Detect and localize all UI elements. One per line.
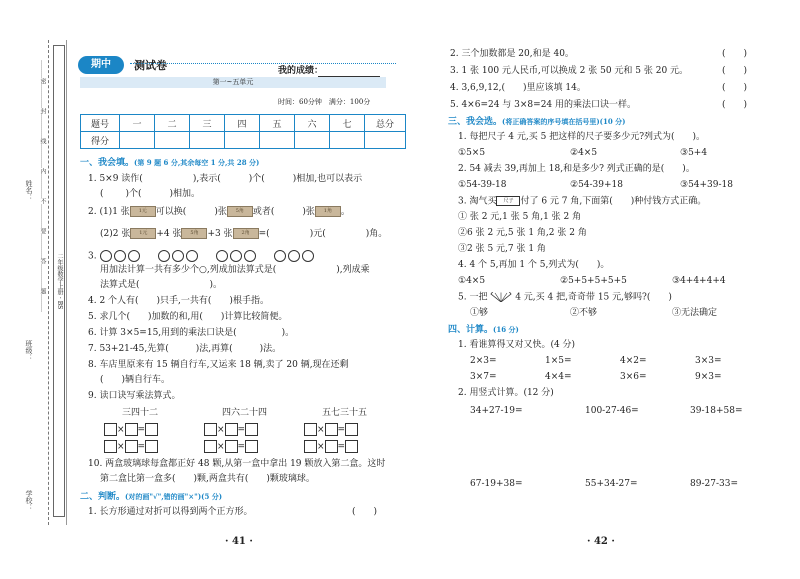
- q2-1-e: )张: [302, 207, 315, 217]
- q7-text: 7. 53+21-45,先算( )法,再算( )法。: [88, 344, 282, 354]
- choice-option[interactable]: ②不够: [570, 308, 598, 318]
- q1-text-f: )个(: [125, 189, 142, 199]
- score-input[interactable]: [120, 132, 155, 149]
- oral-problem[interactable]: 9×3=: [695, 372, 722, 382]
- oral-problem[interactable]: 2×3=: [470, 356, 497, 366]
- score-input[interactable]: [190, 132, 225, 149]
- circle-icon: [172, 250, 184, 262]
- fan-icon: [490, 292, 512, 302]
- left-page-number: · 41 ·: [225, 536, 253, 547]
- judge-q1: 1. 长方形通过对折可以得到两个正方形。: [88, 507, 253, 517]
- choice-q3-a: 3. 淘气买: [458, 196, 497, 207]
- unit-range: 第一~五单元: [80, 77, 386, 88]
- answer-box[interactable]: [345, 423, 358, 436]
- q2-2-a: (2)2 张: [100, 229, 131, 239]
- section2-heading: [80, 491, 222, 503]
- section1-heading: [80, 157, 259, 169]
- answer-box[interactable]: [145, 423, 158, 436]
- circle-icon: [128, 250, 140, 262]
- q6-text: 6. 计算 3×5=15,用到的乘法口诀是( )。: [88, 328, 295, 338]
- q9-equation: × =: [304, 440, 358, 453]
- q9-equation: × =: [204, 423, 258, 436]
- score-input[interactable]: [225, 132, 260, 149]
- q2-2-d: =(: [258, 229, 270, 239]
- score-cell: 五: [260, 115, 295, 132]
- choice-option[interactable]: ②4×5: [570, 148, 598, 158]
- q3-text-e: )。: [209, 280, 223, 290]
- answer-box[interactable]: [104, 440, 117, 453]
- calc-q2: 2. 用竖式计算。(12 分): [458, 388, 554, 398]
- q1-text-b: ),表示(: [192, 174, 221, 184]
- section2-title: 二、判断。: [80, 492, 126, 502]
- q2-1-a: 2. (1)1 张: [88, 207, 130, 217]
- score-cell: 六: [295, 115, 330, 132]
- choice-q4: 4. 4 个 5,再加 1 个 5,列式为( )。: [458, 260, 610, 270]
- q8-line1: 8. 车店里原来有 15 辆自行车,又运来 18 辆,卖了 20 辆,现在还剩: [88, 360, 349, 370]
- choice-q2: 2. 54 减去 39,再加上 18,和是多少? 列式正确的是( )。: [458, 164, 695, 174]
- q1-text-e: (: [100, 189, 104, 199]
- answer-box[interactable]: [104, 423, 117, 436]
- q2-2-c: +3 张: [207, 229, 233, 239]
- q2-1-d: 或者(: [252, 207, 275, 217]
- answer-box[interactable]: [145, 440, 158, 453]
- answer-box[interactable]: [225, 423, 238, 436]
- judge-q4-paren[interactable]: ( ): [722, 83, 748, 93]
- judge-q4: 4. 3,6,9,12,( )里应该填 14。: [450, 83, 586, 93]
- score-cell: 二: [155, 115, 190, 132]
- answer-box[interactable]: [125, 423, 138, 436]
- circle-icon: [100, 250, 112, 262]
- score-input[interactable]: [365, 132, 406, 149]
- written-problem[interactable]: 39-18+58=: [690, 406, 743, 416]
- judge-q2-paren[interactable]: ( ): [722, 49, 748, 59]
- circle-group: [157, 252, 199, 262]
- q3-line3: [100, 280, 222, 291]
- q9-rhyme: 四六二十四: [222, 408, 268, 418]
- q3-line1: [88, 250, 315, 263]
- section1-title: 一、我会填。: [80, 158, 135, 168]
- section4-heading: [448, 324, 519, 336]
- circle-icon: [216, 250, 228, 262]
- circle-group: [215, 252, 257, 262]
- judge-q3: 3. 1 张 100 元人民币,可以换成 2 张 50 元和 5 张 20 元。: [450, 66, 689, 76]
- banknote-icon: 1元: [130, 206, 156, 217]
- series-label: 二年级数学上册 · BS: [53, 45, 65, 517]
- banknote-icon: 5角: [181, 228, 207, 239]
- q1-line2: [100, 189, 200, 200]
- choice-q5: [458, 292, 672, 304]
- choice-option[interactable]: ②6 张 2 元,5 张 1 角,2 张 2 角: [458, 228, 587, 238]
- answer-box[interactable]: [245, 423, 258, 436]
- score-cell: 得分: [81, 132, 120, 149]
- time-info: 时间：60分钟 满分：100分: [278, 98, 371, 106]
- choice-option[interactable]: ③4+4+4+4: [672, 276, 726, 286]
- score-label: 我的成绩：: [278, 66, 324, 76]
- written-problem[interactable]: 100-27-46=: [585, 406, 639, 416]
- judge-q2: 2. 三个加数都是 20,和是 40。: [450, 49, 574, 59]
- judge-q5-paren[interactable]: ( ): [722, 100, 748, 110]
- q9-equation: × =: [104, 440, 158, 453]
- oral-problem[interactable]: 4×4=: [545, 372, 572, 382]
- score-header-row: [81, 115, 406, 132]
- choice-q1: 1. 每把尺子 4 元,买 5 把这样的尺子要多少元?列式为( )。: [458, 132, 706, 142]
- choice-option[interactable]: ① 张 2 元,1 张 5 角,1 张 2 角: [458, 212, 582, 222]
- answer-box[interactable]: [304, 423, 317, 436]
- q4-text: 4. 2 个人有( )只手,一共有( )根手指。: [88, 296, 269, 306]
- q9-rhyme: 五七三十五: [322, 408, 368, 418]
- choice-option[interactable]: ①5×5: [458, 148, 486, 158]
- score-cell: 四: [225, 115, 260, 132]
- answer-box[interactable]: [204, 440, 217, 453]
- q2-2-e: )元(: [309, 229, 326, 239]
- circle-icon: [244, 250, 256, 262]
- banknote-icon: 2角: [233, 228, 259, 239]
- q2-line2: [100, 228, 387, 240]
- oral-problem[interactable]: 3×3=: [695, 356, 722, 366]
- written-problem[interactable]: 55+34-27=: [585, 479, 638, 489]
- q2-line1: [88, 206, 350, 218]
- circle-icon: [114, 250, 126, 262]
- q9-text: 9. 读口诀写乘法算式。: [88, 391, 181, 401]
- margin-divider: [66, 40, 67, 525]
- q1-text-a: 1. 5×9 读作(: [88, 174, 143, 184]
- section4-title: 四、计算。: [448, 325, 494, 335]
- cut-line: [48, 40, 49, 525]
- choice-q3: [458, 196, 706, 208]
- answer-box[interactable]: [325, 440, 338, 453]
- choice-q3-b: 付了 6 元 7 角,下面第( )种付钱方式正确。: [520, 196, 707, 207]
- q2-2-f: )角。: [365, 229, 388, 239]
- section1-note: (第 9 题 6 分,其余每空 1 分,共 28 分): [134, 158, 260, 167]
- school-label: 学校：: [25, 490, 33, 511]
- banknote-icon: 1角: [315, 206, 341, 217]
- written-problem[interactable]: 34+27-19=: [470, 406, 523, 416]
- banknote-icon: 5角: [227, 206, 253, 217]
- score-cell: 三: [190, 115, 225, 132]
- score-cell: 题号: [81, 115, 120, 132]
- name-label: 姓名：: [25, 180, 33, 201]
- answer-box[interactable]: [204, 423, 217, 436]
- written-problem[interactable]: 89-27-33=: [690, 479, 738, 489]
- score-cell: 七: [330, 115, 365, 132]
- section3-heading: [448, 116, 625, 128]
- oral-problem[interactable]: 3×6=: [620, 372, 647, 382]
- score-cell: 一: [120, 115, 155, 132]
- title-stripe: [130, 63, 396, 67]
- circle-group: [99, 252, 141, 262]
- answer-box[interactable]: [125, 440, 138, 453]
- score-input[interactable]: [330, 132, 365, 149]
- score-input[interactable]: [260, 132, 295, 149]
- calc-q1: 1. 看谁算得又对又快。(4 分): [458, 340, 576, 350]
- section4-note: (16 分): [493, 325, 519, 334]
- right-page-number: · 42 ·: [587, 536, 615, 547]
- score-table: [80, 114, 406, 149]
- q1-text-c: )个(: [248, 174, 265, 184]
- q8-line2: ( )辆自行车。: [100, 375, 171, 385]
- choice-q5-b: 4 元,买 4 把,奇奇带 15 元,够吗?( ): [515, 292, 672, 303]
- q5-text: 5. 求几个( )加数的和,用( )计算比较简便。: [88, 312, 288, 322]
- q9-equation: × =: [104, 423, 158, 436]
- circle-icon: [302, 250, 314, 262]
- midterm-badge: 期中: [78, 56, 124, 74]
- oral-problem[interactable]: 1×5=: [545, 356, 572, 366]
- answer-box[interactable]: [304, 440, 317, 453]
- circle-icon: [186, 250, 198, 262]
- circle-icon: [158, 250, 170, 262]
- circle-icon: [274, 250, 286, 262]
- score-input[interactable]: [295, 132, 330, 149]
- q10-line1: 10. 两盒玻璃球每盒都正好 48 颗,从第一盒中拿出 19 颗放入第二盒。这时: [88, 459, 386, 469]
- score-input[interactable]: [155, 132, 190, 149]
- q1-text-d: )相加,也可以表示: [292, 174, 363, 184]
- q3-text-d: 法算式是(: [100, 280, 140, 290]
- page-title: 测试卷: [134, 59, 167, 72]
- banknote-icon: 1元: [130, 228, 156, 239]
- circle-group: [273, 252, 315, 262]
- choice-option[interactable]: ②5+5+5+5+5: [560, 276, 627, 286]
- section3-title: 三、我会选。: [448, 117, 503, 127]
- judge-q3-paren[interactable]: ( ): [722, 66, 748, 76]
- q2-1-f: 。: [340, 207, 350, 217]
- answer-box[interactable]: [345, 440, 358, 453]
- q1-line1: [88, 174, 362, 185]
- judge-q5: 5. 4×6=24 与 3×8=24 用的乘法口诀一样。: [450, 100, 637, 110]
- q10-line2: 第二盒比第一盒多( )颗,两盒共有( )颗玻璃球。: [100, 474, 315, 484]
- q2-2-b: +4 张: [156, 229, 182, 239]
- q1-text-g: )相加。: [169, 189, 201, 199]
- q3-num: 3.: [88, 251, 97, 262]
- answer-box[interactable]: [245, 440, 258, 453]
- cut-line-text: ………密…………封…………线…………内…………不…………要…………答…………题………: [39, 60, 46, 312]
- circle-icon: [230, 250, 242, 262]
- choice-option[interactable]: ③54+39-18: [680, 180, 734, 190]
- q3-line2: [100, 265, 370, 276]
- q2-1-c: )张: [214, 207, 227, 217]
- answer-box[interactable]: [325, 423, 338, 436]
- oral-problem[interactable]: 3×7=: [470, 372, 497, 382]
- answer-box[interactable]: [225, 440, 238, 453]
- choice-option[interactable]: ①够: [470, 308, 489, 318]
- written-problem[interactable]: 67-19+38=: [470, 479, 523, 489]
- choice-option[interactable]: ①4×5: [458, 276, 486, 286]
- choice-q5-a: 5. 一把: [458, 292, 488, 303]
- score-cell: 总分: [365, 115, 406, 132]
- q2-1-b: 可以换(: [155, 207, 187, 217]
- choice-option[interactable]: ③无法确定: [672, 308, 718, 318]
- q3-text-b: 用加法计算一共有多少个○,列成加法算式是(: [100, 265, 277, 275]
- q9-rhyme: 三四十二: [122, 408, 159, 418]
- judge-q1-paren[interactable]: ( ): [352, 507, 378, 517]
- choice-option[interactable]: ②54-39+18: [570, 180, 624, 190]
- section2-note: (对的画"√",错的画"×")(5 分): [125, 492, 223, 501]
- oral-problem[interactable]: 4×2=: [620, 356, 647, 366]
- ruler-icon: 尺子: [496, 196, 520, 206]
- q9-equation: × =: [304, 423, 358, 436]
- class-label: 班级：: [25, 340, 33, 361]
- circle-icon: [288, 250, 300, 262]
- q9-equation: × =: [204, 440, 258, 453]
- section3-note: (将正确答案的序号填在括号里)(10 分): [502, 117, 626, 126]
- score-value-row: [81, 132, 406, 149]
- choice-option[interactable]: ③5+4: [680, 148, 708, 158]
- choice-option[interactable]: ①54-39-18: [458, 180, 507, 190]
- q3-text-c: ),列成乘: [336, 265, 370, 275]
- choice-option[interactable]: ③2 张 5 元,7 张 1 角: [458, 244, 546, 254]
